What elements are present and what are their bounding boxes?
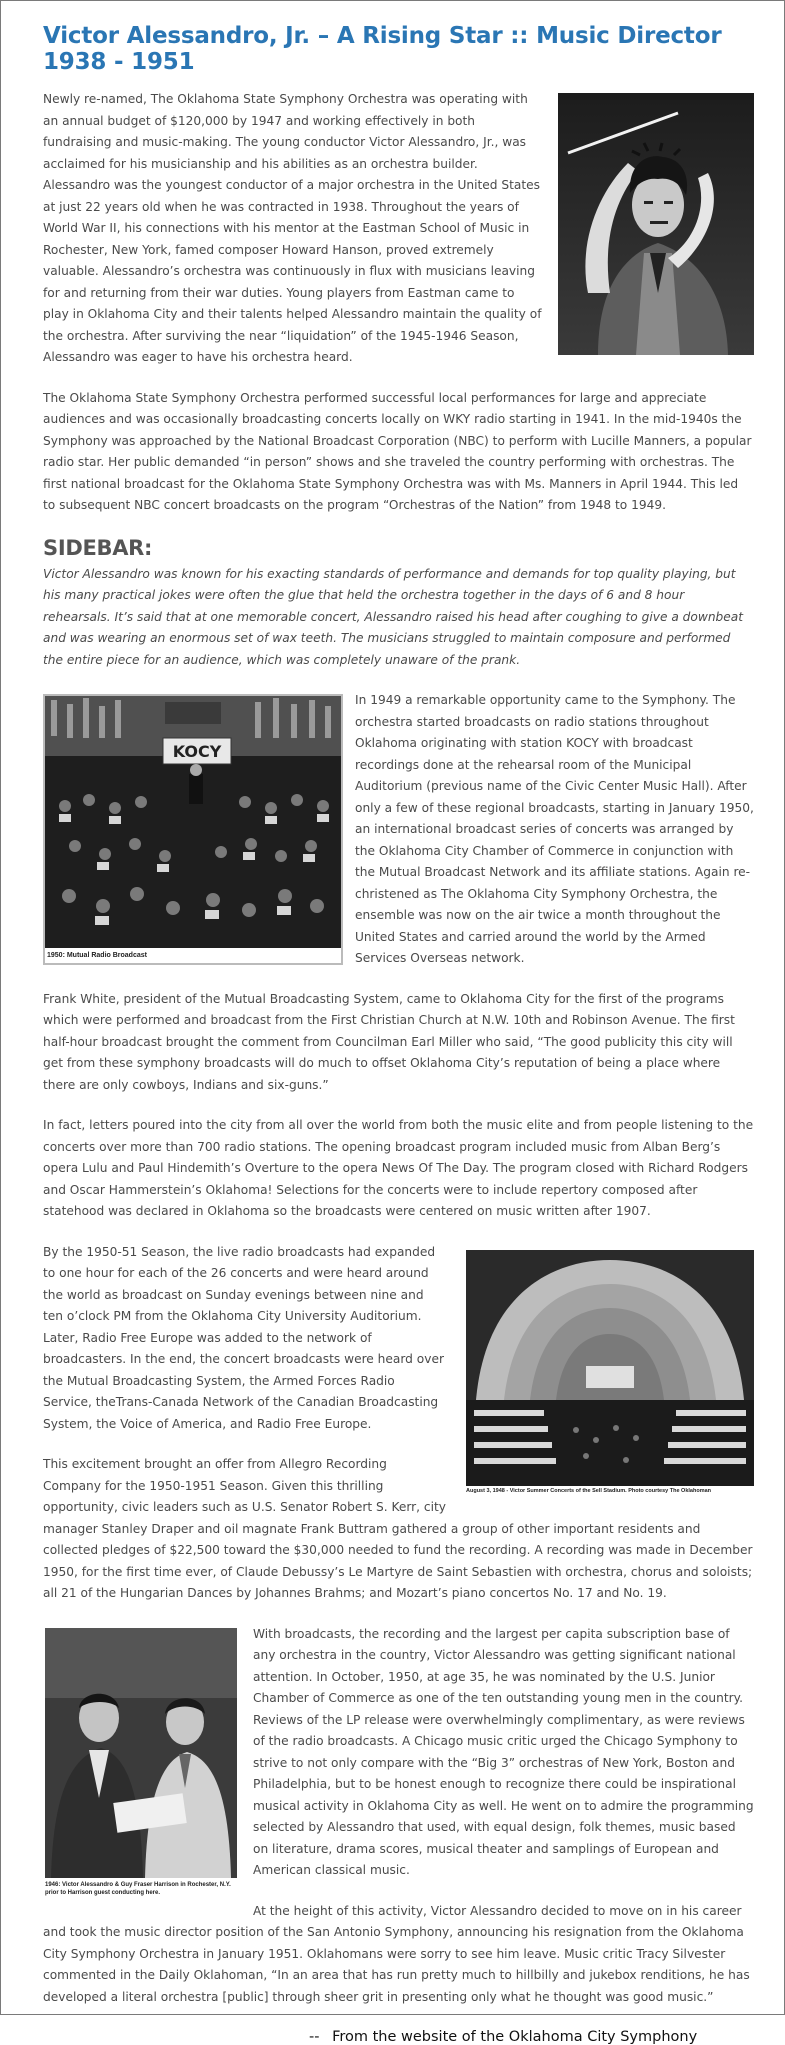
paragraph-8: With broadcasts, the recording and the largest per capita subscription base of any orchestra in the country, Victor Alessandro was getting significant national attention. In October, 1950, at age 35, he was nominated by the U.S. Junior Chamber of Commerce as one of the ten outstanding young men in the country. Reviews of the LP release were overwhelmingly complimentary, as were reviews of the radio broadcasts. A Chicago music critic urged the Chicago Symphony to strive to not only compare with the “Big 3” orchestras of New York, Boston and Philadelphia, but to be honest enough to recognize there could be inspirational musical activity in Oklahoma City as well. He went on to admire the programming selected by Alessandro that used, with equal design, folk themes, music based on literature, drama scores, musical theater and samplings of European and American classical music. [253,1626,754,1877]
alessandro-harrison-photo [45,1628,237,1878]
harrison-caption: 1946: Victor Alessandro & Guy Fraser Harrison in Rochester, N.Y. prior to Harrison guest conducting here. [45,1881,231,1896]
sidebar-heading: SIDEBAR: [43,535,153,560]
signature-text: From the website of the Oklahoma City Symphony [332,2029,698,2045]
signature-dash: -- [309,2029,320,2045]
sidebar-text: Victor Alessandro was known for his exacting standards of performance and demands for top quality playing, but his many practical jokes were often the glue that held the orchestra together in the days of 6 and 8 hour rehearsals. It’s said that at one memorable concert, Alessandro raised his head after coughing to give a downbeat and was wearing an enormous set of wax teeth. The musicians struggled to maintain composure and performed the entire piece for an audience, which was completely unaware of the prank. [43,566,744,667]
shell-concert-photo [466,1250,754,1486]
shell-concert-figure [466,1250,754,1495]
paragraph-7: This excitement brought an offer from Allegro Recording Company for the 1950-1951 Season. Given this thrilling opportunity, civic leaders such as U.S. Senator Robert S. Kerr, city manager Stanley Draper and oil magnate Frank Buttram gathered a group of other important residents and collected pledges of $22,500 toward the $30,000 needed to fund the recording. A recording was made in December 1950, for the first time ever, of Claude Debussy’s Le Martyre de Saint Sebastien with orchestra, chorus and soloists; all 21 of the Hungarian Dances by Johannes Brahms; and Mozart’s piano concertos No. 17 and No. 19. [43,1457,753,1600]
paragraph-2: The Oklahoma State Symphony Orchestra performed successful local performances for large and appreciate audiences and was occasionally broadcasting concerts locally on WKY radio starting in 1941. In the mid-1940s the Symphony was approached by the National Broadcast Corporation (NBC) to perform with Lucille Manners, a popular radio star. Her public demanded “in person” shows and she traveled the country performing with orchestras. The first national broadcast for the Oklahoma State Symphony Orchestra was with Ms. Manners in April 1944. This led to subsequent NBC concert broadcasts on the program “Orchestras of the Nation” from 1948 to 1949. [43,390,752,512]
harrison-figure [45,1628,237,1897]
paragraph-5: In fact, letters poured into the city from all over the world from both the music elite and from people listening to the concerts over more than 700 radio stations. The opening broadcast program included music from Alban Berg’s opera Lulu and Paul Hindemith’s Overture to the opera News Of The Day. The program closed with Richard Rodgers and Oscar Hammerstein’s Oklahoma! Selections for the concerts were to include repertory composed after statehood was declared in Oklahoma so the broadcasts were centered on music written after 1907. [43,1118,754,1218]
conductor-portrait-photo [558,93,754,355]
source-signature [309,2029,754,2045]
paragraph-9: At the height of this activity, Victor Alessandro decided to move on in his career and took the music director position of the San Antonio Symphony, announcing his resignation from the Oklahoma City Symphony Orchestra in January 1951. Oklahomans were sorry to see him leave. Music critic Tracy Silvester commented in the Daily Oklahoman, “In an area that has run pretty much to hillbilly and jukebox renditions, he has developed a literal orchestra [public] through sheer grit in presenting only what he thought was good music.” [43,1903,750,2004]
radio-broadcast-photo [45,696,341,948]
shell-concert-caption: August 3, 1948 - Victor Summer Concerts of the Sell Stadium. Photo courtesy The Oklahoman [466,1487,712,1494]
radio-broadcast-figure [43,694,343,965]
kocy-sign-text: KOCY [172,742,222,761]
page-title: Victor Alessandro, Jr. – A Rising Star :: Music Director 1938 - 1951 [43,23,722,75]
paragraph-6: By the 1950-51 Season, the live radio broadcasts had expanded to one hour for each of the 26 concerts and were heard around the world as broadcast on Sunday evenings between nine and ten o’clock PM from the Oklahoma City University Auditorium. Later, Radio Free Europe was added to the network of broadcasters. In the end, the concert broadcasts were heard over the Mutual Broadcasting System, the Armed Forces Radio Service, theTrans-Canada Network of the Canadian Broadcasting System, the Voice of America, and Radio Free Europe. [43,1244,444,1431]
paragraph-4: Frank White, president of the Mutual Broadcasting System, came to Oklahoma City for the first of the programs which were performed and broadcast from the First Christian Church at N.W. 10th and Robinson Avenue. The first half-hour broadcast brought the comment from Councilman Earl Miller who said, “The good publicity this city will get from these symphony broadcasts will do much to offset Oklahoma City’s reputation of being a place where there are only cowboys, Indians and six-guns.” [43,991,735,1092]
radio-broadcast-caption: 1950: Mutual Radio Broadcast [47,952,147,959]
paragraph-1: Newly re-named, The Oklahoma State Symphony Orchestra was operating with an annual budget of $120,000 by 1947 and working effectively in both fundraising and music-making. The young conductor Victor Alessandro, Jr., was acclaimed for his musicianship and his abilities as an orchestra builder. Alessandro was the youngest conductor of a major orchestra in the United States at just 22 years old when he was contracted in 1938. Throughout the years of World War II, his connections with his mentor at the Eastman School of Music in Rochester, New York, famed composer Howard Hanson, proved extremely valuable. Alessandro’s orchestra was continuously in flux with musicians leaving for and returning from their war duties. Young players from Eastman came to play in Oklahoma City and their talents helped Alessandro maintain the quality of the orchestra. After surviving the near “liquidation” of the 1945-1946 Season, Alessandro was eager to have his orchestra heard. [43,92,542,364]
paragraph-3: In 1949 a remarkable opportunity came to the Symphony. The orchestra started broadcasts on radio stations throughout Oklahoma originating with station KOCY with broadcast recordings done at the rehearsal room of the Municipal Auditorium (previous name of the Civic Center Music Hall). After only a few of these regional broadcasts, starting in January 1950, an international broadcast series of concerts was arranged by the Oklahoma City Chamber of Commerce in conjunction with the Mutual Broadcast Network and its affiliate stations. Again re-christened as The Oklahoma City Symphony Orchestra, the ensemble was now on the air twice a month throughout the United States and carried around the world by the Armed Services Overseas network. [355,693,754,965]
